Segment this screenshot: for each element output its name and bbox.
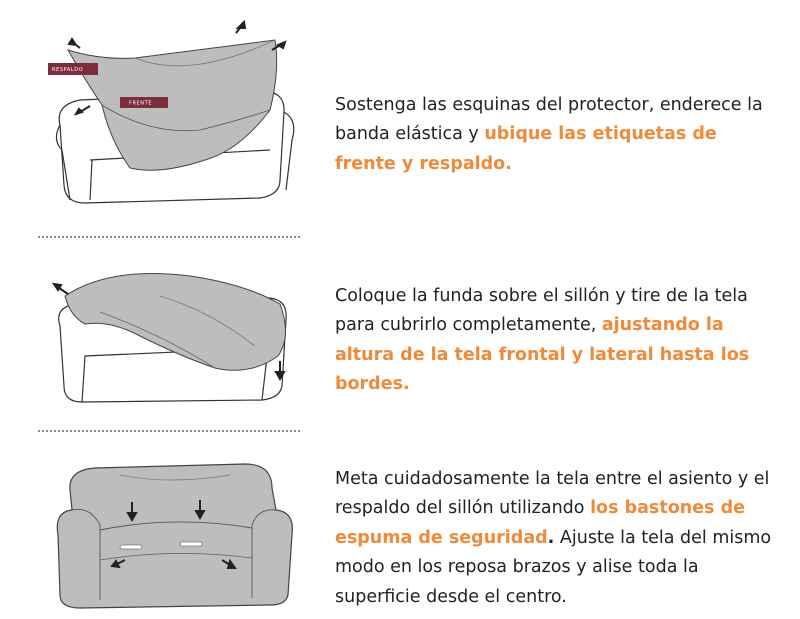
step-1	[0, 0, 800, 236]
sofa-cover-draped-illustration	[40, 236, 300, 430]
step-2-text: Coloque la funda sobre el sillón y tire de la tela para cubrirlo completamente,	[335, 285, 748, 335]
step-3	[0, 430, 800, 619]
step-3-text-end: Ajuste la tela del mismo modo en los reposa brazos y alise toda la superficie desde el centro.	[335, 527, 772, 607]
step-1-text: Sostenga las esquinas del protector, enderece la banda elástica y	[335, 94, 763, 144]
step-2-instructions	[335, 282, 775, 400]
step-2	[0, 236, 800, 430]
step-3-text: Meta cuidadosamente la tela entre el asiento y el respaldo del sillón utilizando	[335, 468, 770, 518]
tag-respaldo	[48, 63, 98, 75]
step-1-instructions	[335, 91, 775, 180]
step-2-highlight: ajustando la altura de la tela frontal y lateral hasta los bordes.	[335, 315, 750, 394]
step-3-period: .	[547, 527, 555, 548]
sofa-cover-draped-svg	[40, 236, 300, 430]
sofa-covered-illustration	[40, 430, 300, 619]
sofa-covered-svg	[40, 430, 300, 619]
step-3-instructions	[335, 465, 775, 613]
tag-frente-text: FRENTE	[129, 100, 153, 107]
tag-respaldo-text: RESPALDO	[52, 67, 84, 73]
step-1-highlight: ubique las etiquetas de frente y respaldo.	[335, 124, 717, 174]
tag-frente	[120, 97, 168, 108]
step-3-highlight: los bastones de espuma de seguridad	[335, 498, 745, 548]
sofa-cover-lifted-illustration	[40, 0, 300, 236]
sofa-cover-lifted-svg	[40, 0, 300, 236]
